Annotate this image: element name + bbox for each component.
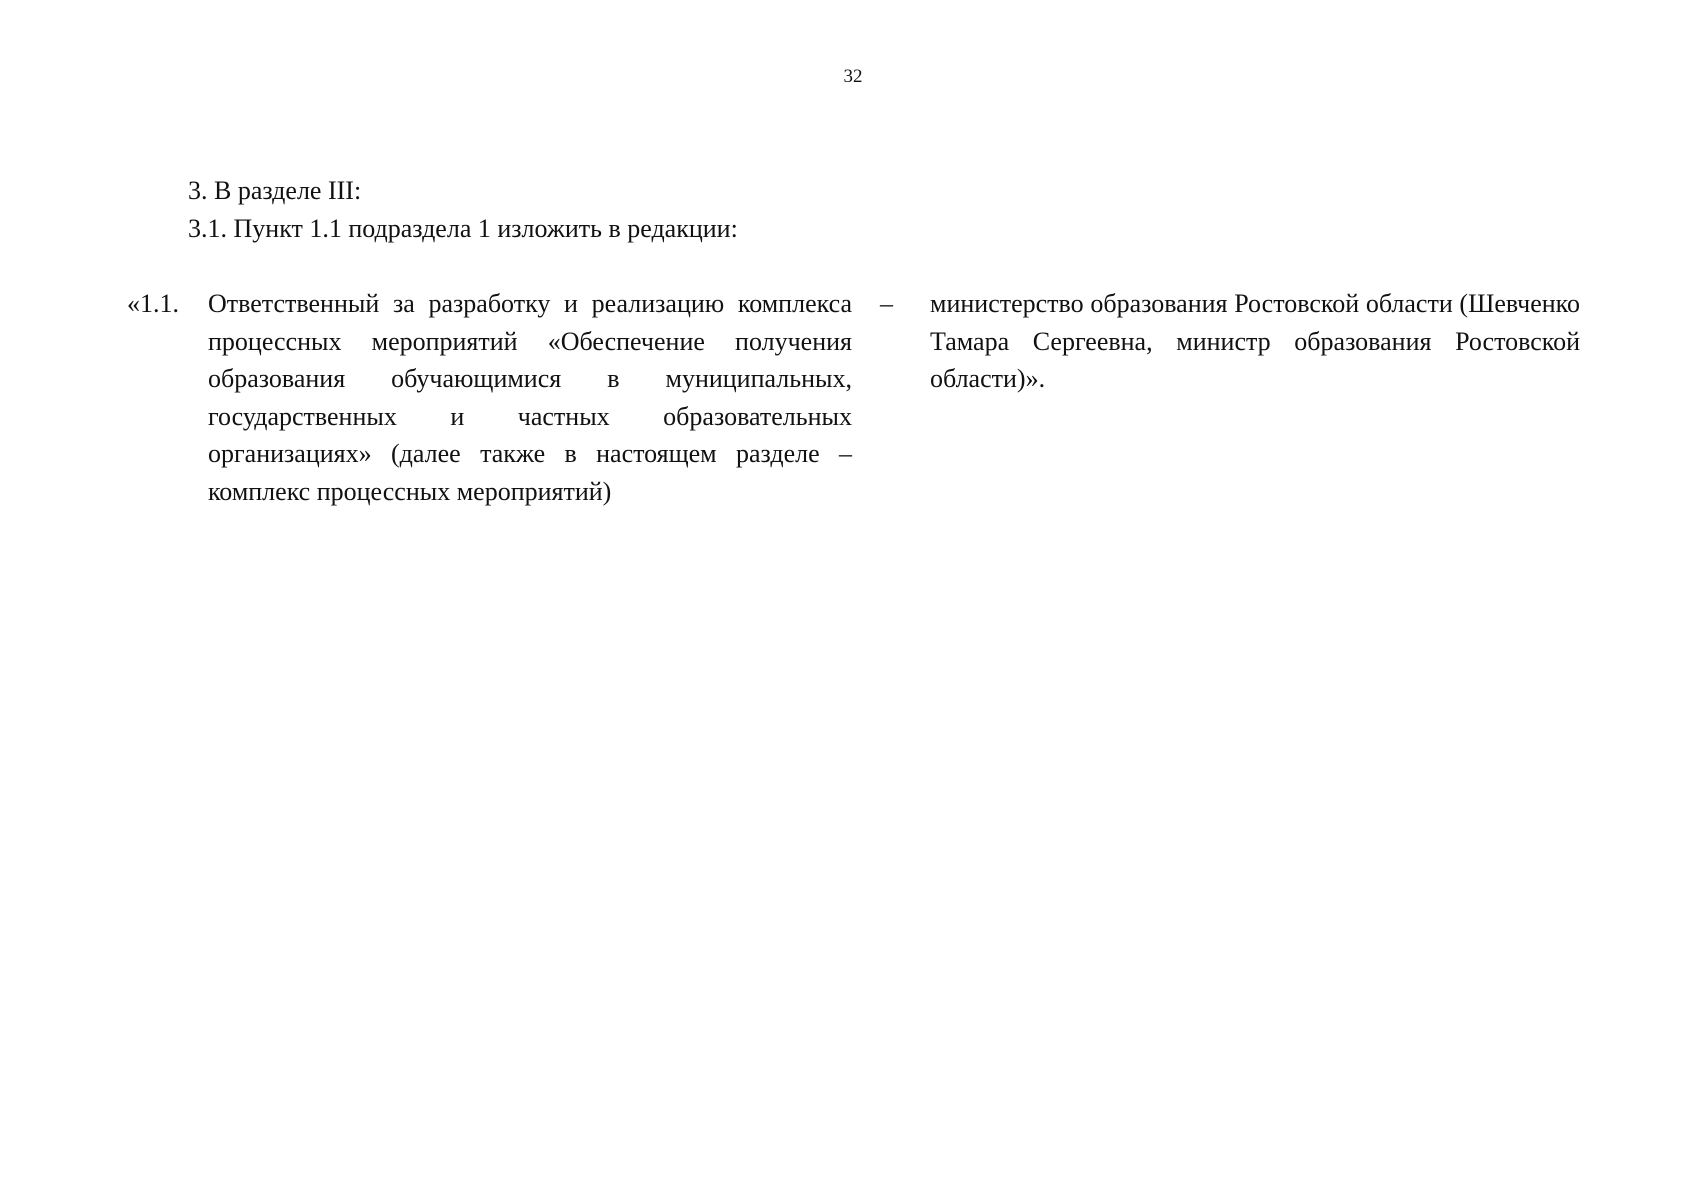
- item-number: «1.1.: [127, 289, 179, 318]
- item-description: Ответственный за разработку и реализацию комплекса процессных мероприятий «Обеспечение получения образования обучающимися в муниципальных, государственных и частных образовательных организациях» (далее также в настоящем разделе – комплекс процессных мероприятий): [208, 289, 852, 506]
- item-responsible: министерство образования Ростовской области (Шевченко Тамара Сергеевна, министр образования Ростовской области)».: [930, 289, 1580, 394]
- page-number: 32: [843, 66, 863, 87]
- section-heading: 3. В разделе III:: [188, 176, 362, 205]
- item-dash: –: [880, 289, 893, 318]
- amendment-instruction: 3.1. Пункт 1.1 подраздела 1 изложить в редакции:: [188, 214, 738, 243]
